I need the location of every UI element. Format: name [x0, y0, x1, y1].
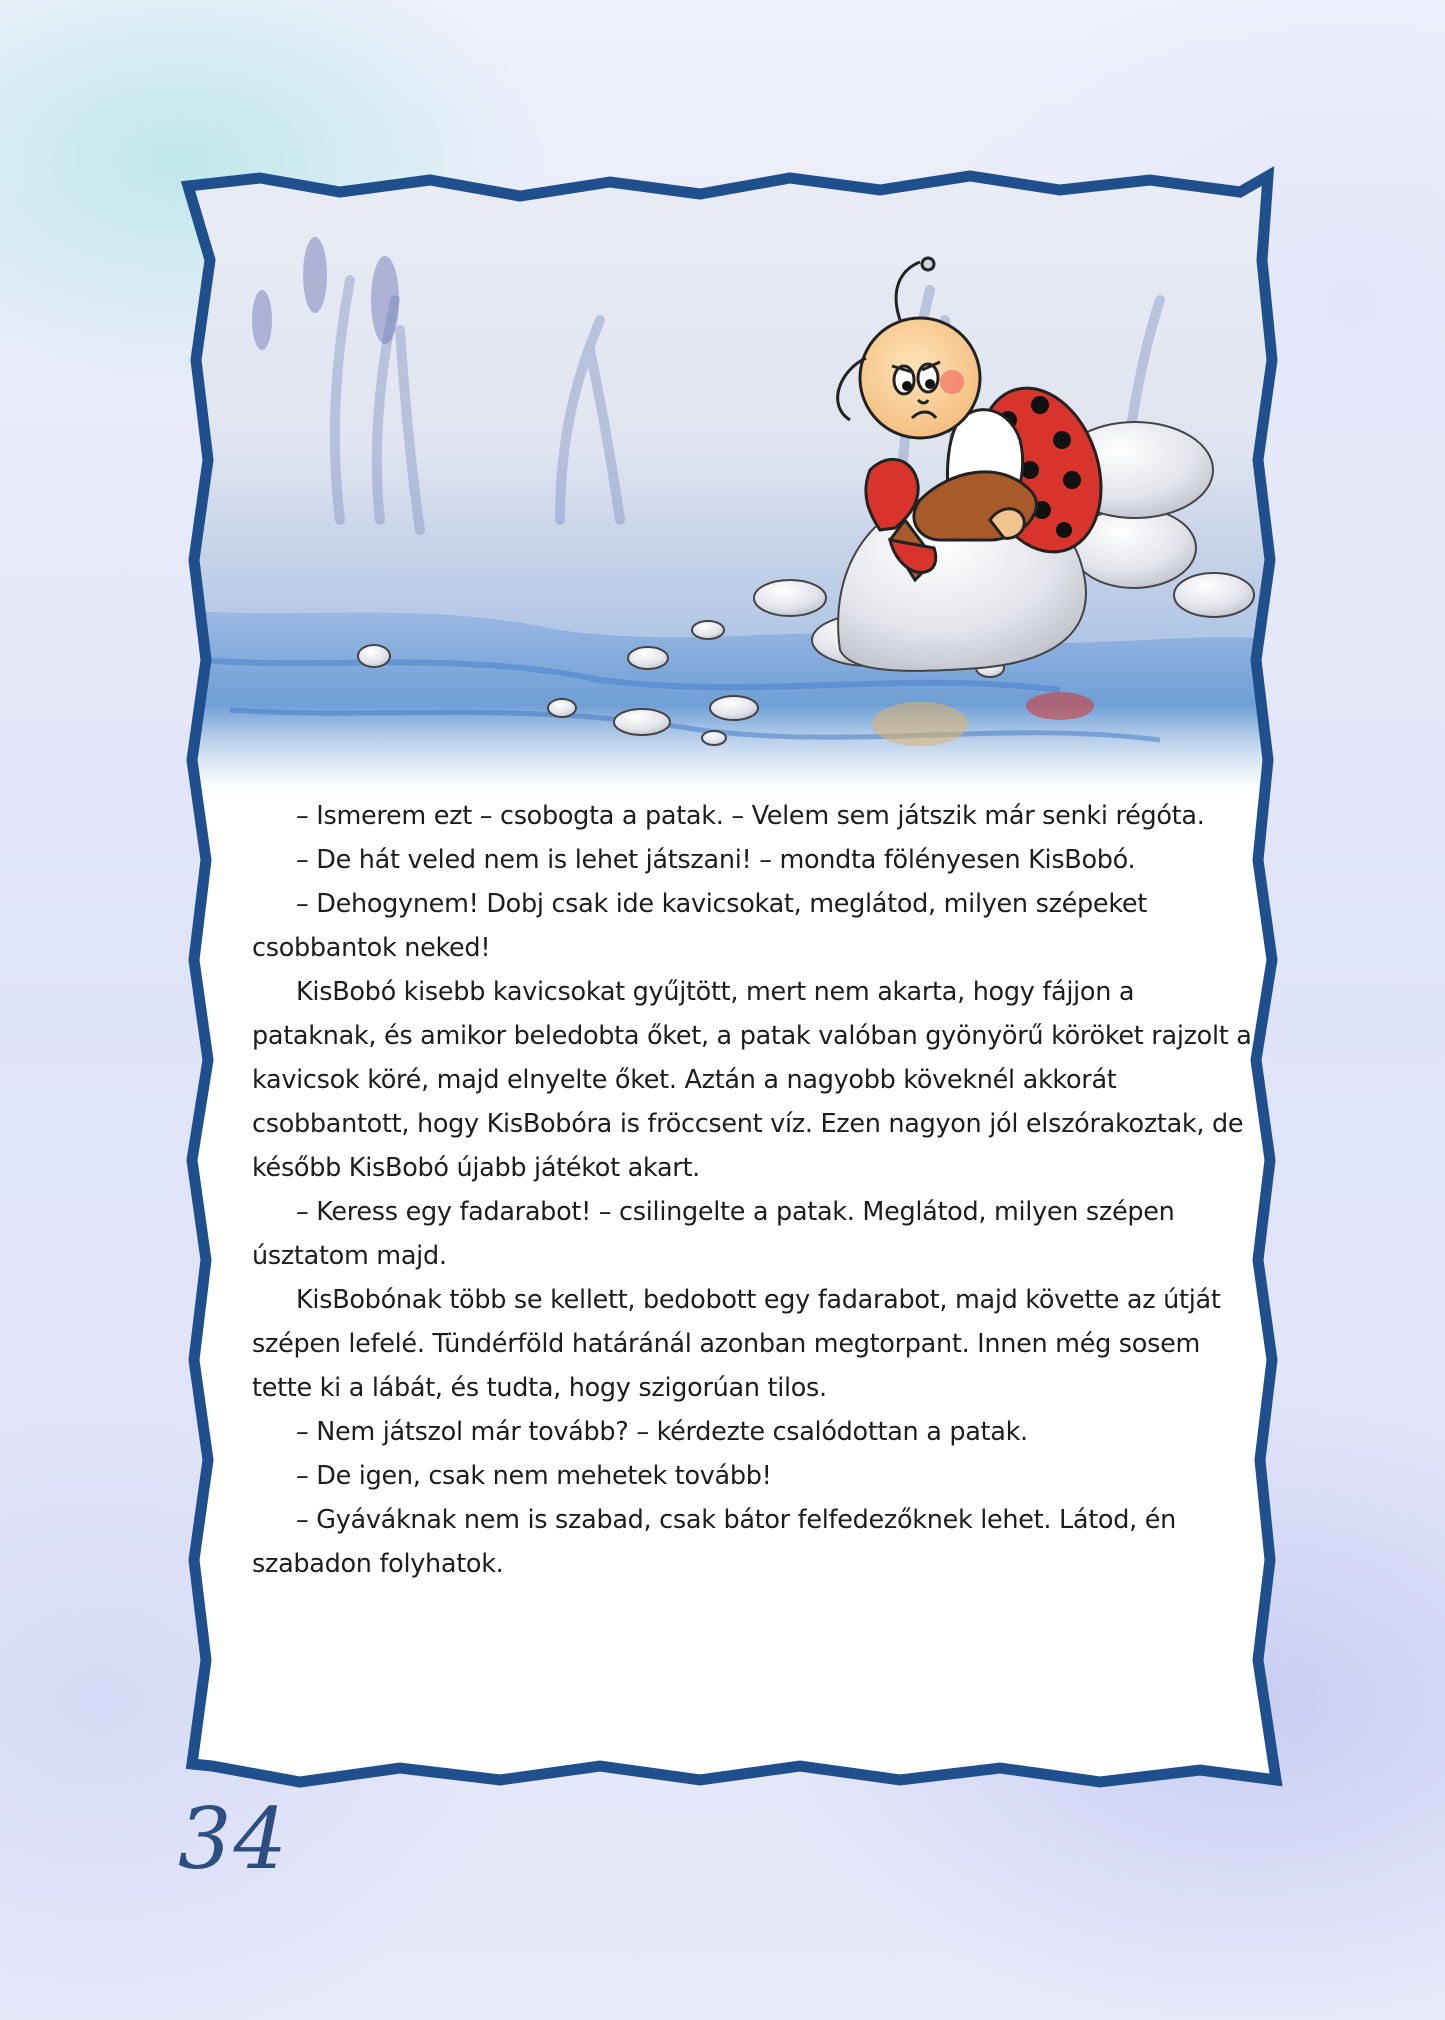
paragraph: – De igen, csak nem mehetek tovább!	[296, 1461, 772, 1491]
paragraph: – Dehogynem! Dobj csak ide kavicsokat, meglátod, milyen szépeket csobbantok neked!	[252, 889, 1147, 963]
paragraph: – Gyáváknak nem is szabad, csak bátor felfedezőknek lehet. Látod, én szabadon folyhatok.	[252, 1505, 1176, 1579]
stream-illustration	[180, 170, 1280, 800]
page-number: 34	[178, 1790, 289, 1888]
paragraph: KisBobó kisebb kavicsokat gyűjtött, mert nem akarta, hogy fájjon a pataknak, és amikor beledobta őket, a patak valóban gyönyörű köröket rajzolt a kavicsok köré, majd elnyelte őket. Aztán a nagyobb köveknél akkorát csobbantott, hogy KisBobóra is fröccsent víz. Ezen nagyon jól elszórakoztak, de később KisBobó újabb játékot akart.	[252, 977, 1252, 1183]
paragraph: – Nem játszol már tovább? – kérdezte csalódottan a patak.	[296, 1417, 1028, 1447]
paragraph: – De hát veled nem is lehet játszani! – mondta fölényesen KisBobó.	[296, 845, 1136, 875]
paragraph: – Keress egy fadarabot! – csilingelte a patak. Meglátod, milyen szépen úsztatom majd.	[252, 1197, 1175, 1271]
paragraph: – Ismerem ezt – csobogta a patak. – Velem sem játszik már senki régóta.	[296, 801, 1205, 831]
story-text	[252, 794, 1252, 1586]
paragraph: KisBobónak több se kellett, bedobott egy fadarabot, majd követte az útját szépen lefelé. Tündérföld határánál azonban megtorpant. Innen még sosem tette ki a lábát, és tudta, hogy szigorúan tilos.	[252, 1285, 1221, 1403]
